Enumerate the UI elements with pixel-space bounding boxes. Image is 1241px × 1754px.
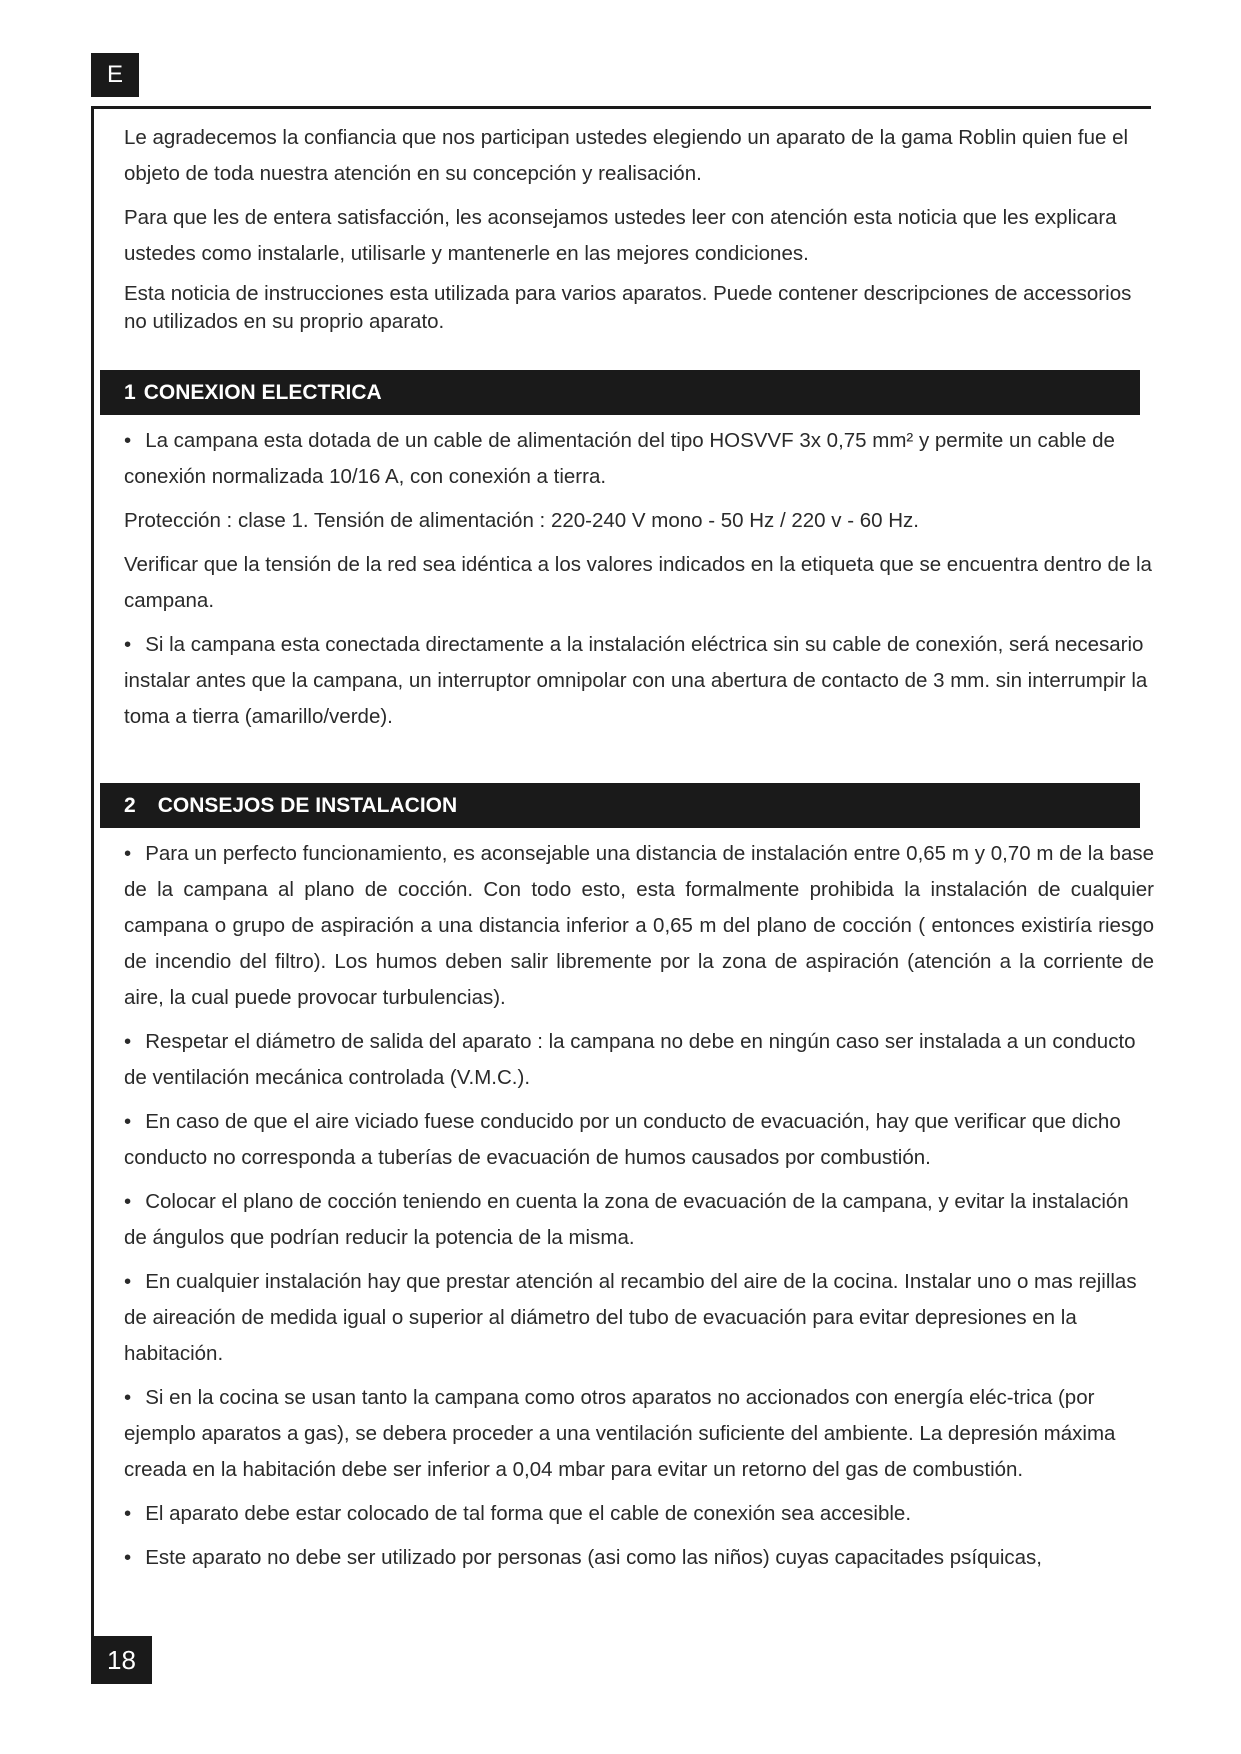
page-content [124,120,1154,1584]
intro-paragraph-2: Para que les de entera satisfacción, les aconsejamos ustedes leer con atención esta noticia que les explicara ustedes como instalarle, utilisarle y mantenerle en las mejores condiciones. [124,206,1117,265]
list-item: • Para un perfecto funcionamiento, es aconsejable una distancia de instalación entre 0,65 m y 0,70 m de la base de la campana al plano de cocción. Con todo esto, esta formalmente prohibida la instalación de cualquier campana o grupo de aspiración a una distancia inferior a 0,65 m del plano de cocción ( entonces existiría riesgo de incendio del filtro). Los humos deben salir libremente por la zona de aspiración (atención a la corriente de aire, la cual puede provocar turbulencias). [124,836,1154,1016]
section-2-number: 2 [124,794,136,817]
list-item: • Colocar el plano de cocción teniendo en cuenta la zona de evacuación de la campana, y evitar la instalación de ángulos que podrían reducir la potencia de la misma. [124,1184,1154,1256]
top-rule [91,106,1151,109]
section-1-paragraph-2: Protección : clase 1. Tensión de alimentación : 220-240 V mono - 50 Hz / 220 v - 60 Hz. [124,509,919,532]
bullet: • [124,842,132,865]
section-1-title: CONEXION ELECTRICA [143,381,382,404]
list-item: • Respetar el diámetro de salida del aparato : la campana no debe en ningún caso ser instalada a un conducto de ventilación mecánica controlada (V.M.C.). [124,1024,1154,1096]
bullet: • [124,1270,132,1293]
section-2-title: CONSEJOS DE INSTALACION [157,794,458,817]
list-item: • En caso de que el aire viciado fuese conducido por un conducto de evacuación, hay que verificar que dicho conducto no corresponda a tuberías de evacuación de humos causados por combustión. [124,1104,1154,1176]
bullet: • [124,1110,132,1133]
intro-paragraph-1: Le agradecemos la confiancia que nos participan ustedes elegiendo un aparato de la gama Roblin quien fue el objeto de toda nuestra atención en su concepción y realisación. [124,126,1129,185]
section-1-paragraph-4: • Si la campana esta conectada directamente a la instalación eléctrica sin su cable de conexión, será necesario instalar antes que la campana, un interruptor omnipolar con una abertura de contacto de 3 mm. sin interrumpir la toma a tierra (amarillo/verde). [124,627,1154,735]
section-2-heading [100,783,1140,828]
page-number: 18 [91,1636,152,1684]
bullet: • [124,1386,132,1409]
left-rule [91,106,94,1636]
section-1-paragraph-1: • La campana esta dotada de un cable de alimentación del tipo HOSVVF 3x 0,75 mm² y permite un cable de conexión normalizada 10/16 A, con conexión a tierra. [124,423,1154,495]
list-item: • Si en la cocina se usan tanto la campana como otros aparatos no accionados con energía eléc-trica (por ejemplo aparatos a gas), se debera proceder a una ventilación suficiente del ambiente. La depresión máxima creada en la habitación debe ser inferior a 0,04 mbar para evitar un retorno del gas de combustión. [124,1380,1154,1488]
list-item: • En cualquier instalación hay que prestar atención al recambio del aire de la cocina. Instalar uno o mas rejillas de aireación de medida igual o superior al diámetro del tubo de evacuación para evitar depresiones en la habitación. [124,1264,1154,1372]
section-1-heading [100,370,1140,415]
list-item: • El aparato debe estar colocado de tal forma que el cable de conexión sea accesible. [124,1496,1154,1532]
bullet: • [124,1030,132,1053]
bullet: • [124,1546,132,1569]
bullet: • [124,1190,132,1213]
bullet: • [124,429,132,452]
section-1-paragraph-3: Verificar que la tensión de la red sea idéntica a los valores indicados en la etiqueta que se encuentra dentro de la campana. [124,553,1152,612]
intro-paragraph-3: Esta noticia de instrucciones esta utilizada para varios aparatos. Puede contener descripciones de accessorios no utilizados en su proprio aparato. [124,282,1132,333]
language-tab: E [91,53,139,97]
bullet: • [124,633,132,656]
section-1-number: 1 [124,381,136,404]
list-item: • Este aparato no debe ser utilizado por personas (asi como las niños) cuyas capacitades psíquicas, [124,1540,1154,1576]
bullet: • [124,1502,132,1525]
